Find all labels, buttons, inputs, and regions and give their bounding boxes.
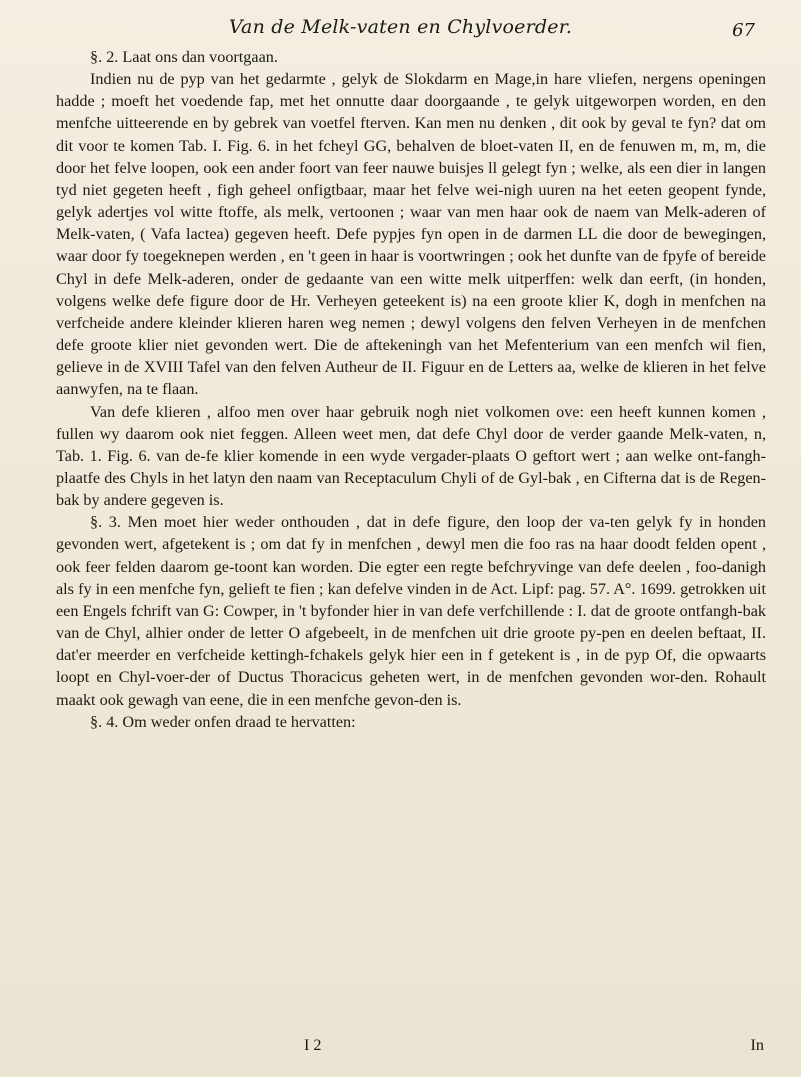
paragraph-section-3: §. 3. Men moet hier weder onthouden , dat in defe figure, den loop der va-ten gelyk fy in honden gevonden wert, afgetekent is ; om dat fy in menfchen , dewyl men die foo ras na haar doodt felden opent , ook feer felden daarom ge-toont kan worden. Die egter een regte befchryvinge van defe deelen , foo-danigh als fy in een menfche fyn, gelieft te fien ; kan defelve vinden in de Act. Lipf: pag. 57. A°. 1699. getrokken uit een Engels fchrift van G: Cowper, in 't byfonder hier in van defe verfchillende : I. dat de groote ontfangh-bak van de Chyl, alhier onder de letter O afgebeelt, in de menfchen uit drie groote py-pen en deelen beftaat, II. dat'er meerder en verfcheide kettingh-fchakels gelyk hier een in f getekent is , in de pyp Of, die opwaarts loopt en Chyl-voer-der of Ductus Thoracicus geheten wert, in de menfchen gevonden wor-den. Rohault maakt ook gewagh van eene, die in een menfche gevon-den is. — [56, 513, 766, 709]
catchword: In — [750, 1036, 764, 1054]
running-head-title: Van de Melk-vaten en Chylvoerder. — [228, 16, 573, 38]
running-head — [0, 16, 801, 42]
paragraph-section-4: §. 4. Om weder onfen draad te hervatten: — [90, 712, 356, 731]
paragraph-klieren: Van defe klieren , alfoo men over haar gebruik nogh niet volkomen ove: een heeft kunnen komen , fullen wy daarom ook niet feggen. Alleen weet men, dat defe Chyl door de verder gaande Melk-vaten, n, Tab. 1. Fig. 6. van de-fe klier komende in een wyde vergader-plaats O geftort wert ; aan welke ont-fangh-plaatfe des Chyls in het latyn den naam van Receptaculum Chyli of de Gyl-bak , en Cifterna dat is de Regen-bak by andere gegeven is. — [56, 402, 766, 510]
paragraph-section-2: §. 2. Laat ons dan voortgaan. — [90, 48, 278, 66]
signature-mark: I 2 — [304, 1036, 322, 1054]
paragraph-melk-vaten: Indien nu de pyp van het gedarmte , gelyk de Slokdarm en Mage,in hare vliefen, nergens openingen hadde ; moeft het voedende fap, met het onnutte daar doorgaande , te gelyk uitgeworpen worden, en den menfche uitteerende en by gebrek van voetfel fterven. Kan men nu denken , dit ook by geval te fyn? dat om dit voor te komen Tab. I. Fig. 6. in het fcheyl GG, behalven de bloet-vaten II, en de fenuwen m, m, m, die door het felve loopen, ook een ander foort van feer nauwe buisjes ll gelegt fyn ; welke, als een dier in langen tyd niet gegeten heeft , figh geheel onfigtbaar, maar het felve wei-nigh uuren na het eeten geopent fynde, gelyk adertjes vol witte ftoffe, als melk, vertoonen ; waar van men haar ook de naem van Melk-aderen of Melk-vaten, ( Vafa lactea) gegeven heeft. Defe pypjes fyn open in de darmen LL die door de bewegingen, waar door fy toegeknepen werden , en 't geen in haar is voortwringen ; ook het dunfte van de fpyfe of bereide Chyl in defe Melk-aderen, onder de gedaante van een witte melk uitperffen: welk dan eerft, (in honden, volgens welke defe figure door de Hr. Verheyen geteekent is) na een groote klier K, dogh in menfchen na verfcheide andere kleinder klieren haren weg nemen ; dewyl volgens den felven Verheyen in de menfchen defe groote klier niet gevonden wert. Die de aftekeningh van het Mefenterium van een menfch wil fien, gelieve in de XVIII Tafel van den felven Autheur de II. Figuur en de Letters aa, welke de klieren in het felve aanwyfen, na te flaan. — [56, 70, 766, 399]
page-number: 67 — [732, 20, 755, 41]
body-text — [56, 46, 766, 733]
